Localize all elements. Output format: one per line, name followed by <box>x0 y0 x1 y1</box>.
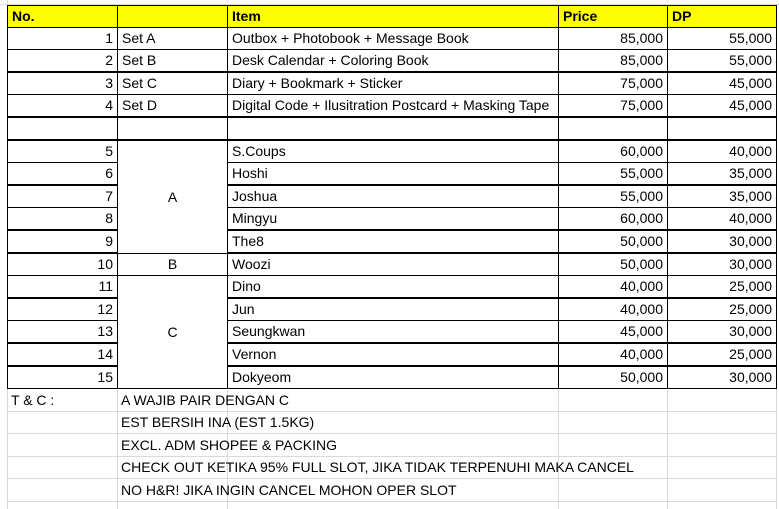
cell-price[interactable]: 40,000 <box>558 343 668 366</box>
cell-item[interactable]: Dino <box>227 275 559 298</box>
cell-item[interactable]: Desk Calendar + Coloring Book <box>227 49 559 72</box>
cell-price[interactable]: 85,000 <box>558 27 668 50</box>
header-dp[interactable]: DP <box>667 5 777 28</box>
terms-label[interactable]: T & C : <box>11 392 55 408</box>
cell-set[interactable]: Set B <box>117 49 228 72</box>
gridline <box>7 501 777 502</box>
empty-cell[interactable] <box>227 117 559 140</box>
group-cell-c[interactable]: C <box>117 275 228 389</box>
cell-no[interactable]: 14 <box>7 343 118 366</box>
cell-dp[interactable]: 35,000 <box>667 162 777 185</box>
cell-price[interactable]: 75,000 <box>558 94 668 117</box>
cell-item[interactable]: S.Coups <box>227 140 559 163</box>
cell-item[interactable]: Vernon <box>227 343 559 366</box>
cell-item[interactable]: Jun <box>227 298 559 321</box>
cell-dp[interactable]: 35,000 <box>667 185 777 208</box>
cell-item[interactable]: Joshua <box>227 185 559 208</box>
cell-no[interactable]: 4 <box>7 94 118 117</box>
cell-price[interactable]: 50,000 <box>558 253 668 276</box>
cell-no[interactable]: 15 <box>7 366 118 389</box>
cell-dp[interactable]: 55,000 <box>667 49 777 72</box>
cell-price[interactable]: 50,000 <box>558 366 668 389</box>
cell-price[interactable]: 45,000 <box>558 320 668 343</box>
cell-price[interactable]: 85,000 <box>558 49 668 72</box>
cell-dp[interactable]: 45,000 <box>667 72 777 95</box>
cell-no[interactable]: 11 <box>7 275 118 298</box>
cell-no[interactable]: 12 <box>7 298 118 321</box>
cell-no[interactable]: 7 <box>7 185 118 208</box>
cell-dp[interactable]: 40,000 <box>667 140 777 163</box>
cell-dp[interactable]: 30,000 <box>667 320 777 343</box>
group-cell-b[interactable]: B <box>117 253 228 276</box>
cell-dp[interactable]: 25,000 <box>667 298 777 321</box>
cell-item[interactable]: Seungkwan <box>227 320 559 343</box>
cell-item[interactable]: The8 <box>227 230 559 253</box>
cell-set[interactable]: Set A <box>117 27 228 50</box>
cell-no[interactable]: 10 <box>7 253 118 276</box>
cell-dp[interactable]: 40,000 <box>667 207 777 230</box>
cell-price[interactable]: 40,000 <box>558 275 668 298</box>
terms-line[interactable]: NO H&R! JIKA INGIN CANCEL MOHON OPER SLOT <box>121 482 457 498</box>
cell-dp[interactable]: 45,000 <box>667 94 777 117</box>
cell-dp[interactable]: 30,000 <box>667 253 777 276</box>
header-no[interactable]: No. <box>7 5 118 28</box>
cell-no[interactable]: 9 <box>7 230 118 253</box>
group-cell-a[interactable]: A <box>117 140 228 254</box>
cell-item[interactable]: Woozi <box>227 253 559 276</box>
cell-no[interactable]: 5 <box>7 140 118 163</box>
cell-price[interactable]: 55,000 <box>558 162 668 185</box>
cell-set[interactable]: Set C <box>117 72 228 95</box>
cell-no[interactable]: 6 <box>7 162 118 185</box>
cell-item[interactable]: Diary + Bookmark + Sticker <box>227 72 559 95</box>
cell-item[interactable]: Hoshi <box>227 162 559 185</box>
cell-dp[interactable]: 25,000 <box>667 275 777 298</box>
cell-no[interactable]: 2 <box>7 49 118 72</box>
header-price[interactable]: Price <box>558 5 668 28</box>
cell-dp[interactable]: 25,000 <box>667 343 777 366</box>
cell-dp[interactable]: 30,000 <box>667 366 777 389</box>
empty-cell[interactable] <box>117 117 228 140</box>
cell-item[interactable]: Mingyu <box>227 207 559 230</box>
cell-item[interactable]: Outbox + Photobook + Message Book <box>227 27 559 50</box>
empty-cell[interactable] <box>7 117 118 140</box>
terms-line[interactable]: A WAJIB PAIR DENGAN C <box>121 392 290 408</box>
header-item[interactable]: Item <box>227 5 559 28</box>
terms-line[interactable]: CHECK OUT KETIKA 95% FULL SLOT, JIKA TIDAK TERPENUHI MAKA CANCEL <box>121 459 634 475</box>
cell-no[interactable]: 13 <box>7 320 118 343</box>
terms-line[interactable]: EST BERSIH INA (EST 1.5KG) <box>121 414 315 430</box>
cell-item[interactable]: Digital Code + Ilusitration Postcard + Masking Tape <box>227 94 559 117</box>
cell-dp[interactable]: 55,000 <box>667 27 777 50</box>
cell-price[interactable]: 60,000 <box>558 207 668 230</box>
cell-dp[interactable]: 30,000 <box>667 230 777 253</box>
cell-no[interactable]: 8 <box>7 207 118 230</box>
cell-price[interactable]: 50,000 <box>558 230 668 253</box>
cell-item[interactable]: Dokyeom <box>227 366 559 389</box>
empty-cell[interactable] <box>558 117 668 140</box>
cell-price[interactable]: 75,000 <box>558 72 668 95</box>
terms-line[interactable]: EXCL. ADM SHOPEE & PACKING <box>121 437 338 453</box>
cell-price[interactable]: 55,000 <box>558 185 668 208</box>
cell-no[interactable]: 3 <box>7 72 118 95</box>
cell-price[interactable]: 60,000 <box>558 140 668 163</box>
empty-cell[interactable] <box>667 117 777 140</box>
header-set[interactable] <box>117 5 228 28</box>
cell-price[interactable]: 40,000 <box>558 298 668 321</box>
cell-no[interactable]: 1 <box>7 27 118 50</box>
cell-set[interactable]: Set D <box>117 94 228 117</box>
